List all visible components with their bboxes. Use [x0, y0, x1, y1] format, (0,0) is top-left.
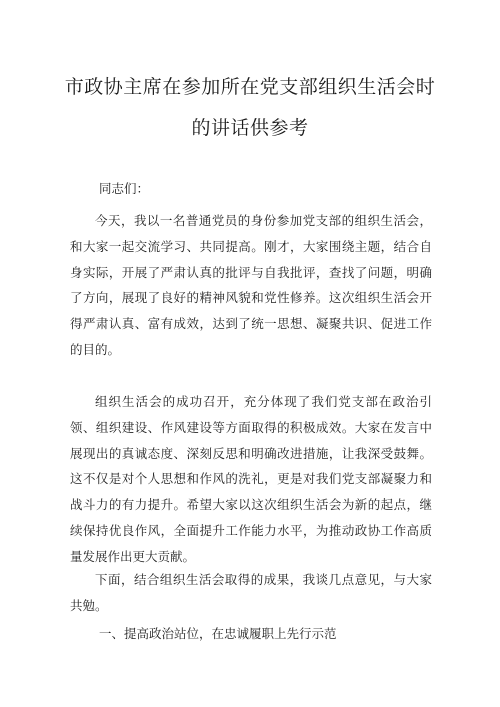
document-title-line-2: 的讲话供参考	[191, 117, 309, 139]
paragraph-3: 下面，结合组织生活会取得的成果，我谈几点意见，与大家共勉。	[70, 572, 432, 613]
document-title-line-1: 市政协主席在参加所在党支部组织生活会时	[64, 76, 436, 98]
paragraph-2: 组织生活会的成功召开，充分体现了我们党支部在政治引领、组织建设、作风建设等方面取得的积极成效。大家在发言中展现出的真诚态度、深刻反思和明确改进措施，让我深受鼓舞。这不仅是对个人思想和作风的洗礼，更是对我们党支部凝聚力和战斗力的有力提升。希望大家以这次组织生活会为新的起点，继续保持优良作风，全面提升工作能力水平，为推动政协工作高质量发展作出更大贡献。	[70, 394, 432, 564]
greeting: 同志们：	[99, 181, 150, 196]
paragraph-1: 今天，我以一名普通党员的身份参加党支部的组织生活会，和大家一起交流学习、共同提高。刚才，大家围绕主题，结合自身实际，开展了严肃认真的批评与自我批评，查找了问题，明确了方向，展现了良好的精神风貌和党性修养。这次组织生活会开得严肃认真、富有成效，达到了统一思想、凝聚共识、促进工作的目的。	[70, 213, 432, 357]
section-heading-1: 一、提高政治站位，在忠诚履职上先行示范	[99, 626, 337, 641]
